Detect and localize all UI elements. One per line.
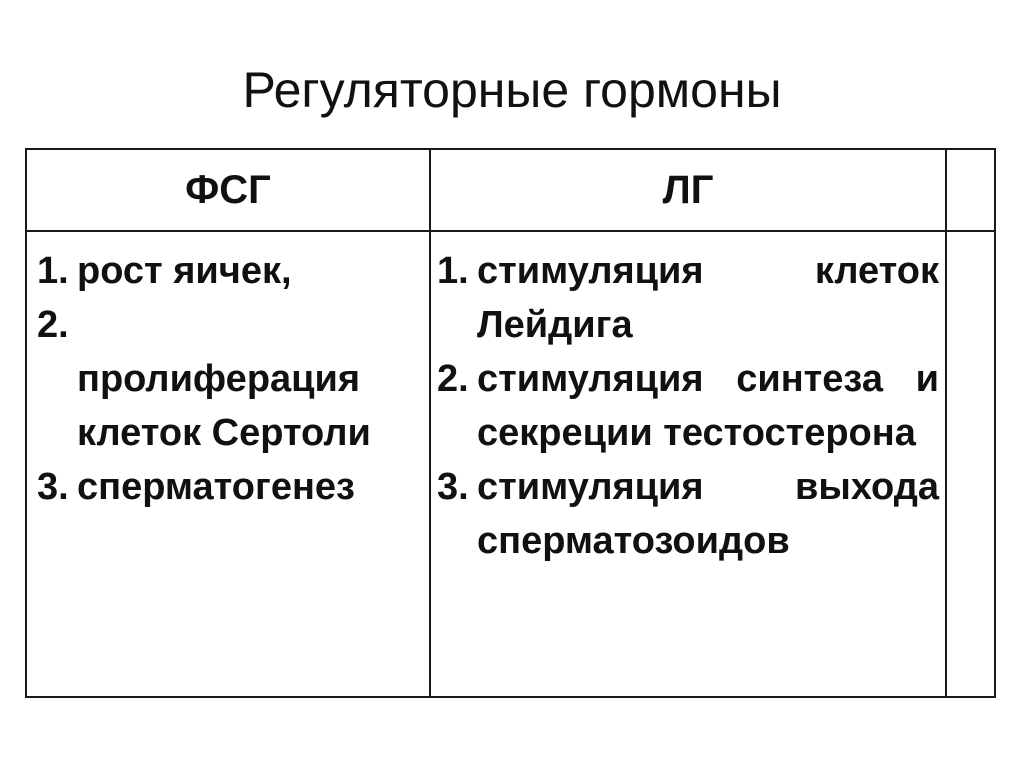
list-item [37, 244, 427, 298]
item-number: 3. [437, 466, 469, 508]
lg-functions-cell [437, 244, 939, 568]
item-text: стимуляция выхода сперматозоидов [477, 466, 939, 562]
item-number: 1. [437, 250, 469, 292]
header-lg: ЛГ [662, 167, 714, 212]
list-item [37, 298, 427, 460]
item-number: 1. [37, 250, 69, 292]
item-number: 2. [37, 304, 69, 346]
list-item [437, 352, 939, 460]
header-divider [27, 230, 994, 232]
list-item [437, 460, 939, 568]
header-fsg: ФСГ [185, 167, 271, 212]
fsg-functions-cell [37, 244, 427, 514]
item-number: 2. [437, 358, 469, 400]
item-text: стимуляция синтеза и секреции тестостерона [477, 358, 939, 454]
slide-title: Регуляторные гормоны [242, 62, 782, 118]
item-number: 3. [37, 466, 69, 508]
list-item [437, 244, 939, 352]
item-text: сперматогенез [77, 466, 355, 508]
item-text: рост яичек, [77, 250, 292, 292]
item-text: стимуляция клеток Лейдига [477, 250, 939, 346]
list-item [37, 460, 427, 514]
hormones-table [25, 148, 996, 698]
item-text: пролиферация клеток Сертоли [77, 358, 371, 454]
